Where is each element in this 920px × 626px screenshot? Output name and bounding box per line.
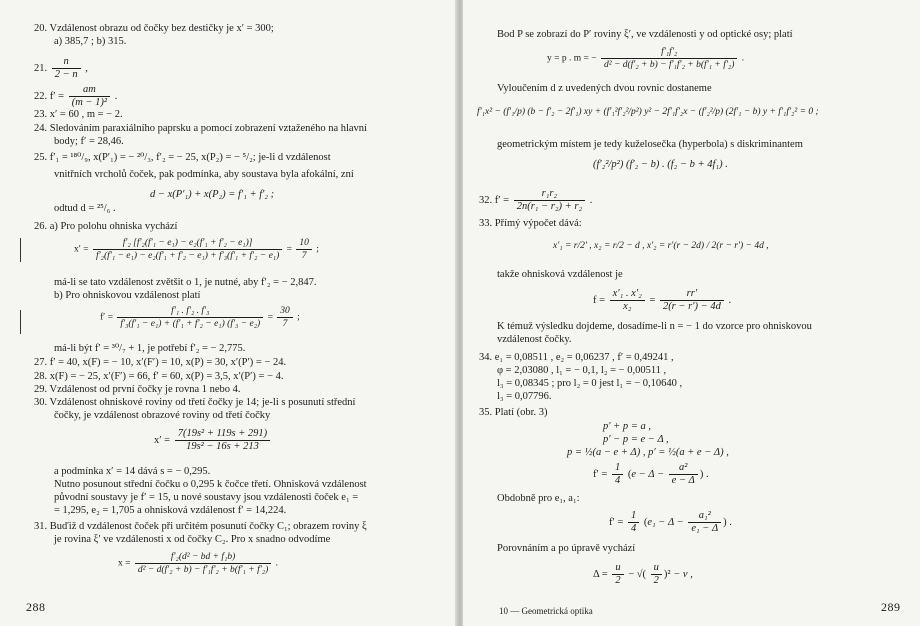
text-line: φ = 2,03080 , l₁ = − 0,1, l₂ = − 0,00511 , bbox=[497, 365, 667, 376]
fraction-denominator: e − Δ bbox=[671, 475, 695, 486]
equation-lhs: f′ = bbox=[593, 468, 608, 480]
fraction-denominator: f′₂(f′₁ − e₁) − e₂(f′₁ + f′₂ − e₁) + f′₃(f′₁ + f′₂ − e₁) bbox=[95, 251, 280, 261]
equation-lhs: f′ = bbox=[100, 312, 113, 323]
fraction-denominator: 2 bbox=[615, 575, 621, 586]
fraction-numerator: r₁r₂ bbox=[514, 188, 585, 201]
fraction bbox=[660, 288, 724, 313]
equation-lhs: x′ = bbox=[154, 434, 171, 446]
margin-mark bbox=[20, 310, 21, 334]
fraction-numerator: f′₁ . f′₂ . f′₃ bbox=[117, 305, 263, 318]
text-line: má-li být f′ = ³⁰/₇ + 1, je potřebí f′₂ = − 2,775. bbox=[54, 343, 246, 354]
text-line: vzdálenost čočky. bbox=[497, 334, 572, 345]
fraction-numerator: 1 bbox=[612, 462, 623, 475]
fraction bbox=[669, 462, 698, 487]
equation: Δ = $\frac{u}{2}$ − √( $\frac{u}{2}$ )² − v , bbox=[593, 562, 693, 586]
fraction-numerator: f′₂(d² − bd + f₁b) bbox=[135, 551, 271, 564]
text-line: 27. f′ = 40, x(F) = − 10, x′(F′) = 10, x(P) = 30, x′(P′) = − 24. bbox=[34, 357, 287, 368]
text-line: a) 385,7 ; b) 315. bbox=[54, 36, 127, 47]
fraction-denominator: (m − 1)² bbox=[71, 97, 108, 108]
equation: x′ = $\frac{\text{f′₂ [f′₂(f′₁ − e₁) − e₂(f′₁ + f′₂ − e₁)]}}{\text{f′₂(f′₁ − e₁) − e₂(f′₁ + f′₂ − e₁) + f′₃(f′₁ + f′₂ − e₁)}}$ = $\frac{10}{7}$ ; bbox=[74, 238, 319, 261]
text-line: 23. x′ = 60 , m = − 2. bbox=[34, 109, 123, 120]
fraction bbox=[69, 84, 110, 109]
page-number: 288 bbox=[26, 600, 46, 614]
equation-term: e₁ − Δ − bbox=[647, 516, 684, 528]
text-line: 21. $\frac{n}{2 - n}$ , bbox=[34, 56, 88, 80]
fraction-denominator: f′₃(f′₁ − e₁) + (f′₁ + f′₂ − e₁) (f′₃ − e₂) bbox=[120, 319, 261, 329]
text-line: l₃ = 0,08345 ; pro l₂ = 0 jest l₁ = − 0,10640 , bbox=[497, 378, 683, 389]
equation: p = ½(a − e + Δ) , p′ = ½(a + e − Δ) , bbox=[567, 447, 729, 458]
text-line: Porovnáním a po úpravě vychází bbox=[497, 543, 636, 554]
fraction-denominator: 2 bbox=[653, 575, 659, 586]
equation-lhs: x = bbox=[118, 558, 131, 569]
fraction-denominator: d² − d(f′₂ + b) − f′₁f′₂ + b(f′₁ + f′₂) bbox=[137, 565, 269, 575]
text-line: 24. Sledováním paraxiálního paprsku a pomocí zobrazení vztaženého na hlavní bbox=[34, 123, 367, 134]
equation: x = $\frac{\text{f′₂(d² − bd + f₁b)}}{\text{d² − d(f′₂ + b) − f′₁f′₂ + b(f′₁ + f′₂)}}$ . bbox=[118, 552, 279, 575]
fraction bbox=[277, 305, 293, 330]
text-line: má-li se tato vzdálenost zvětšit o 1, je nutné, aby f′₂ = − 2,847. bbox=[54, 277, 317, 288]
text-line: a podmínka x′ = 14 dává s = − 0,295. bbox=[54, 466, 211, 477]
equation: f′ = $\frac{\text{f′₁ . f′₂ . f′₃}}{\text{f′₃(f′₁ − e₁) + (f′₁ + f′₂ − e₁) (f′₃ − e₂)}}$ = $\frac{30}{7}$ ; bbox=[100, 306, 300, 329]
text-line: 22. f′ = $\frac{am}{\text{(m − 1)²}}$ . bbox=[34, 84, 118, 108]
fraction-numerator: x′₁ . x′₂ bbox=[610, 288, 645, 301]
equation-lhs: f′ = bbox=[609, 516, 624, 528]
fraction-numerator: am bbox=[69, 84, 110, 97]
equation-lhs: y = p . m = − bbox=[547, 53, 597, 64]
fraction-denominator: 7 bbox=[301, 251, 307, 261]
text-line: 29. Vzdálenost od první čočky je rovna 1 nebo 4. bbox=[34, 384, 241, 395]
equation-term: − v , bbox=[673, 568, 693, 580]
text-line: 20. Vzdálenost obrazu od čočky bez destičky je x′ = 300; bbox=[34, 23, 274, 34]
text-line: K témuž výsledku dojdeme, dosadíme-li n = − 1 do vzorce pro ohniskovou bbox=[497, 321, 812, 332]
fraction bbox=[688, 510, 721, 535]
text-line: 30. Vzdálenost ohniskové roviny od třetí čočky je 14; je-li s posunutí střední bbox=[34, 397, 356, 408]
equation-lhs: 32. f′ = bbox=[479, 194, 510, 206]
fraction-numerator: 10 bbox=[296, 237, 312, 250]
fraction-numerator: 1 bbox=[628, 510, 639, 523]
equation: p′ + p = a , bbox=[603, 421, 651, 432]
fraction-numerator: 7(19s² + 119s + 291) bbox=[175, 428, 270, 441]
equation-lhs: 22. f′ = bbox=[34, 90, 65, 102]
fraction-denominator: 2n(r₁ − r₂) + r₂ bbox=[516, 201, 583, 212]
fraction-numerator: rr′ bbox=[660, 288, 724, 301]
fraction bbox=[117, 305, 263, 330]
fraction-numerator: a² bbox=[669, 462, 698, 475]
fraction bbox=[135, 551, 271, 576]
text-line: 33. Přímý výpočet dává: bbox=[479, 218, 582, 229]
item-number: 21. bbox=[34, 62, 48, 74]
text-line: 25. f′₁ = ¹⁸⁰/₉, x(P′₁) = − ²⁰/₃, f′₂ = − 25, x(P₂) = − ⁵/₂; je-li d vzdálenost bbox=[34, 152, 331, 163]
equation-lhs: x′ = bbox=[74, 244, 89, 255]
text-line: Bod P se zobrazí do P′ roviny ξ′, ve vzdálenosti y od optické osy; platí bbox=[497, 29, 793, 40]
page-number: 289 bbox=[881, 600, 901, 614]
text-line: původní soustavy je f′ = 15, u nové soustavy jsou vzdálenosti čoček e₁ = bbox=[54, 492, 359, 503]
equation: (f′₂²/p²) (f′₂ − b) . (f₂ − b + 4f₁) . bbox=[593, 159, 728, 170]
fraction-denominator: d² − d(f′₂ + b) − f′₁f′₂ + b(f′₁ + f′₂) bbox=[603, 60, 735, 70]
fraction bbox=[514, 188, 585, 213]
right-page bbox=[463, 0, 920, 626]
equation: f′ = $\frac{1}{4}$ (e − Δ − $\frac{\text{a²}}{e - \Delta}$ ) . bbox=[593, 462, 709, 486]
fraction bbox=[651, 562, 662, 587]
fraction-denominator: x₂ bbox=[623, 301, 632, 312]
text-line: Obdobně pro e₁, a₁: bbox=[497, 493, 580, 504]
fraction-numerator: 30 bbox=[277, 305, 293, 318]
fraction bbox=[612, 462, 623, 487]
fraction-numerator: u bbox=[651, 562, 662, 575]
text-line: b) Pro ohniskovou vzdálenost platí bbox=[54, 290, 201, 301]
equation: p′ − p = e − Δ , bbox=[603, 434, 669, 445]
fraction-numerator: u bbox=[612, 562, 623, 575]
text-line: 35. Platí (obr. 3) bbox=[479, 407, 548, 418]
equation: f = $\frac{\text{x′₁ . x′₂}}{\text{x₂}}$ = $\frac{rr'}{2(r - r') - 4d}$ . bbox=[593, 288, 732, 312]
text-line: l₃ = 0,07796. bbox=[497, 391, 552, 402]
fraction-denominator: 19s² − 16s + 213 bbox=[186, 441, 259, 452]
fraction-denominator: 2(r − r′) − 4d bbox=[662, 301, 721, 312]
equation: d − x(P′₁) + x(P₂) = f′₁ + f′₂ ; bbox=[150, 189, 275, 200]
fraction-denominator: e₁ − Δ bbox=[691, 523, 719, 534]
text-line: 28. x(F) = − 25, x′(F′) = 66, f′ = 60, x(P) = 3,5, x′(P′) = − 4. bbox=[34, 371, 284, 382]
text-line: 34. e₁ = 0,08511 , e₂ = 0,06237 , f′ = 0,49241 , bbox=[479, 352, 674, 363]
equation-term: e − Δ − bbox=[631, 468, 665, 480]
text-line: 26. a) Pro polohu ohniska vychází bbox=[34, 221, 178, 232]
fraction bbox=[93, 237, 282, 262]
text-line: Nutno posunout střední čočku o 0,295 k čočce třetí. Ohnisková vzdálenost bbox=[54, 479, 367, 490]
fraction bbox=[296, 237, 312, 262]
left-page bbox=[0, 0, 457, 626]
fraction bbox=[52, 56, 81, 81]
equation-lhs: Δ = bbox=[593, 568, 608, 580]
equation: x′₁ = r/2′ , x₂ = r/2 − d , x′₂ = r′(r − 2d) / 2(r − r′) − 4d , bbox=[553, 241, 769, 251]
fraction bbox=[175, 428, 270, 453]
fraction bbox=[610, 288, 645, 313]
fraction-numerator: f′₂ [f′₂(f′₁ − e₁) − e₂(f′₁ + f′₂ − e₁)] bbox=[93, 237, 282, 250]
fraction-denominator: 4 bbox=[614, 475, 621, 486]
equation: f′ = $\frac{1}{4}$ (e₁ − Δ − $\frac{\text{a₁²}}{\text{e₁ − Δ}}$ ) . bbox=[609, 510, 732, 534]
fraction-numerator: n bbox=[52, 56, 81, 69]
fraction-denominator: 7 bbox=[282, 319, 288, 329]
text-line: vnitřních vrcholů čoček, pak podmínka, aby soustava byla afokální, zní bbox=[54, 169, 354, 180]
equation: y = p . m = − $\frac{\text{f′₁f′₂}}{\text{d² − d(f′₂ + b) − f′₁f′₂ + b(f′₁ + f′₂)}}$ . bbox=[547, 47, 745, 70]
fraction bbox=[612, 562, 623, 587]
fraction bbox=[601, 46, 737, 71]
page-footer: 10 — Geometrická optika bbox=[499, 606, 593, 616]
fraction-denominator: 2 − n bbox=[54, 69, 78, 80]
text-line: body; f′ = 28,46. bbox=[54, 136, 124, 147]
fraction-numerator: f′₁f′₂ bbox=[601, 46, 737, 59]
equation: f′₁x² − (f′₁/p) (b − f′₂ − 2f′₁) xy + (f′₁²f′₂²/p²) y² − 2f′₁f′₂x − (f′₂²/p) (2f′₁ − b) y + f′₁f′₂² = 0 ; bbox=[477, 107, 819, 117]
text-line: takže ohnisková vzdálenost je bbox=[497, 269, 623, 280]
text-line: čočky, je vzdálenost obrazové roviny od třetí čočky bbox=[54, 410, 271, 421]
margin-mark bbox=[20, 238, 21, 262]
fraction-numerator: a₁² bbox=[688, 510, 721, 523]
text-line: = 1,295, e₂ = 1,705 a ohnisková vzdálenost f′ = 14,224. bbox=[54, 505, 287, 516]
text-line: Vyloučením d z uvedených dvou rovnic dostaneme bbox=[497, 83, 712, 94]
equation bbox=[154, 428, 272, 453]
fraction-denominator: 4 bbox=[630, 523, 637, 534]
text-line: geometrickým místem je tedy kuželosečka (hyperbola) s diskriminantem bbox=[497, 139, 803, 150]
text-line: odtud d = ²⁵/₆ . bbox=[54, 203, 116, 214]
text-line: 32. f′ = $\frac{\text{r₁r₂}}{\text{2n(r₁ − r₂) + r₂}}$ . bbox=[479, 188, 593, 212]
equation-lhs: f = bbox=[593, 294, 606, 306]
fraction bbox=[628, 510, 639, 535]
text-line: 31. Buďiž d vzdálenost čoček při určitém posunutí čočky C₁; obrazem roviny ξ bbox=[34, 521, 367, 532]
text-line: je rovina ξ′ ve vzdálenosti x od čočky C₂. Pro x snadno odvodíme bbox=[54, 534, 331, 545]
